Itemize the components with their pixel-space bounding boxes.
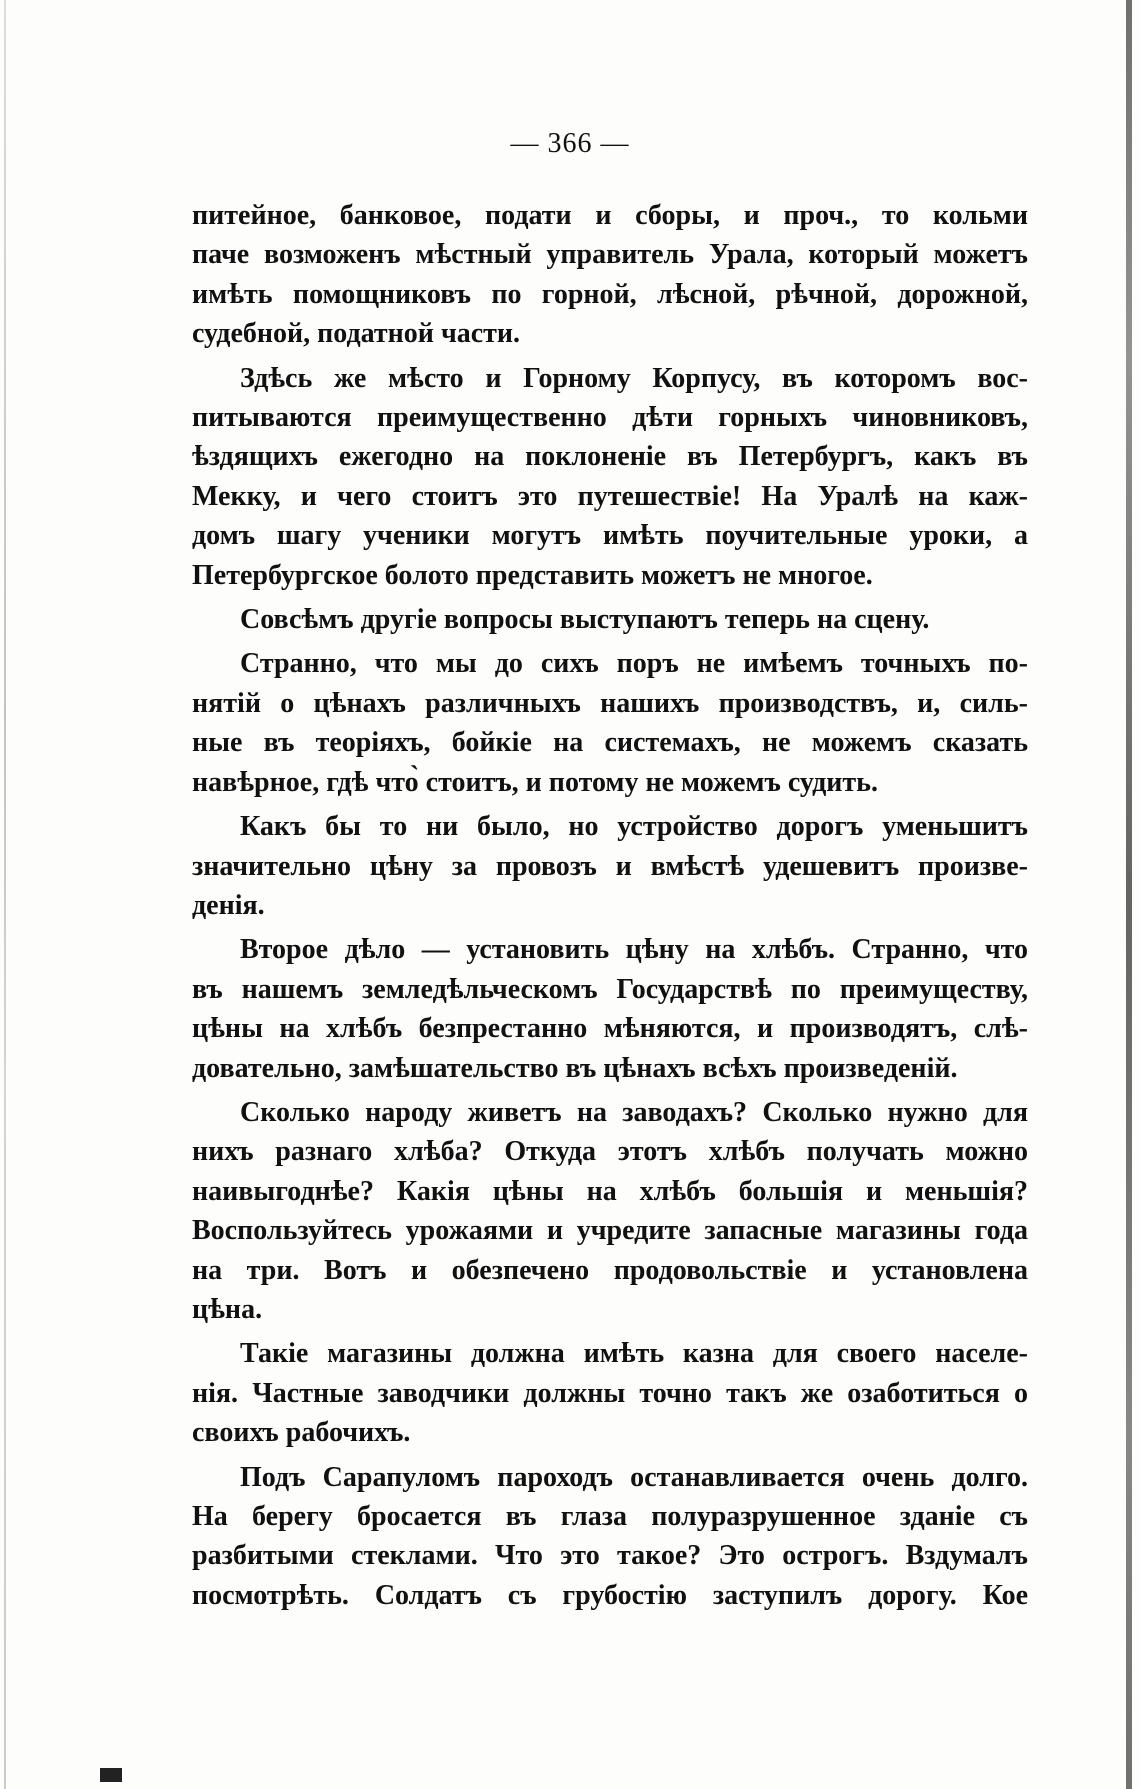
text-line: денія. [192, 889, 265, 921]
text-line: Мекку, и чего стоитъ это путешествіе! На Уралѣ на каж- [192, 480, 1028, 512]
paragraph [192, 930, 1028, 1088]
text-line: цѣна. [192, 1293, 263, 1325]
text-line: Воспользуйтесь урожаями и учредите запасные магазины года [192, 1215, 1028, 1247]
text-line: ѣздящихъ ежегодно на поклоненіе въ Петербургъ, какъ въ [192, 441, 1028, 473]
text-line: нятій о цѣнахъ различныхъ нашихъ производствъ, и, силь- [192, 687, 1028, 719]
text-line: Второе дѣло — установить цѣну на хлѣбъ. Странно, что [240, 934, 1028, 966]
text-line: своихъ рабочихъ. [192, 1417, 411, 1449]
text-line: На берегу бросается въ глаза полуразрушенное зданіе съ [192, 1501, 1028, 1532]
text-line: питываются преимущественно дѣти горныхъ чиновниковъ, [192, 402, 1028, 434]
text-line: судебной, податной части. [192, 318, 521, 350]
text-line: Странно, что мы до сихъ поръ не имѣемъ точныхъ по- [240, 648, 1028, 680]
text-line: нія. Частные заводчики должны точно такъ же озаботиться о [192, 1377, 1028, 1409]
text-line: Какъ бы то ни было, но устройство дорогъ уменьшитъ [240, 811, 1028, 843]
text-line: Такіе магазины должна имѣть казна для своего населе- [240, 1338, 1028, 1370]
scan-corner-mark [100, 1768, 122, 1782]
text-line: ные въ теоріяхъ, бойкіе на системахъ, не можемъ сказать [192, 727, 1028, 759]
paragraph [192, 359, 1028, 595]
scan-right-edge [1126, 0, 1132, 1789]
text-line: домъ шагу ученики могутъ имѣть поучительные уроки, а [192, 520, 1028, 552]
text-line: посмотрѣть. Солдатъ съ грубостію заступилъ дорогу. Кое [192, 1579, 1028, 1611]
text-line: цѣны на хлѣбъ безпрестанно мѣняются, и производятъ, слѣ- [192, 1013, 1028, 1045]
page-number: — 366 — [510, 128, 630, 159]
text-line: Подъ Сарапуломъ пароходъ останавливается очень долго. [240, 1461, 1028, 1493]
text-line: Совсѣмъ другіе вопросы выступаютъ теперь на сцену. [240, 604, 930, 636]
paragraph [192, 600, 1028, 639]
text-line: значительно цѣну за провозъ и вмѣстѣ удешевитъ произве- [192, 850, 1028, 882]
paragraph [192, 1093, 1028, 1329]
paragraph [192, 644, 1028, 802]
paragraph [192, 1458, 1028, 1616]
text-line: довательно, замѣшательство въ цѣнахъ всѣхъ произведеній. [192, 1052, 958, 1084]
text-line: въ нашемъ земледѣльческомъ Государствѣ по преимуществу, [192, 973, 1028, 1005]
text-line: Здѣсь же мѣсто и Горному Корпусу, въ которомъ вос- [240, 362, 1028, 394]
text-line: Петербургское болото представить можетъ не многое. [192, 559, 873, 591]
text-line: разбитыми стеклами. Что это такое? Это острогъ. Вздумалъ [192, 1540, 1028, 1572]
text-line: на три. Вотъ и обезпечено продовольствіе и установлена [192, 1254, 1028, 1286]
scan-left-edge [4, 0, 6, 1789]
text-line: навѣрное, гдѣ что̀ стоитъ, и потому не можемъ судить. [192, 766, 878, 798]
paragraph [192, 807, 1028, 925]
text-line: наивыгоднѣе? Какія цѣны на хлѣбъ большія и меньшія? [192, 1175, 1028, 1207]
paragraph [192, 196, 1028, 354]
text-line: Сколько народу живетъ на заводахъ? Сколько нужно для [240, 1096, 1028, 1128]
body-text [192, 196, 1028, 1620]
text-line: имѣть помощниковъ по горной, лѣсной, рѣчной, дорожной, [192, 278, 1028, 310]
text-line: паче возможенъ мѣстный управитель Урала, который можетъ [192, 239, 1028, 271]
paragraph [192, 1334, 1028, 1452]
text-line: нихъ разнаго хлѣба? Откуда этотъ хлѣбъ получать можно [192, 1136, 1028, 1168]
text-line: питейное, банковое, подати и сборы, и проч., то кольми [192, 200, 1028, 231]
